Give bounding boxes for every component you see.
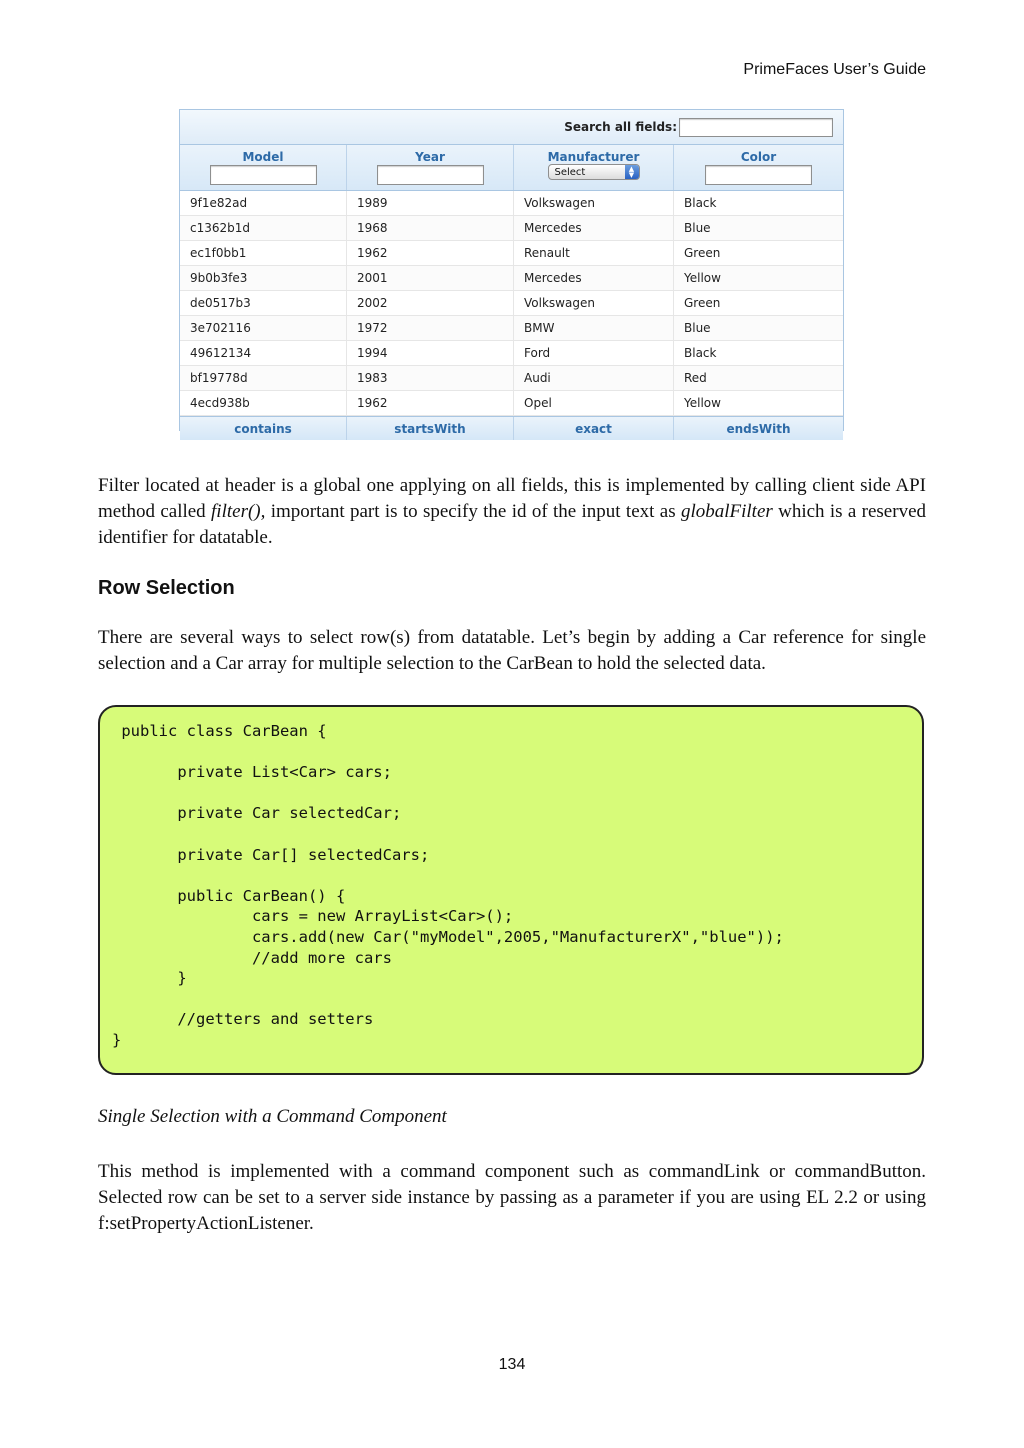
cell: Yellow xyxy=(684,396,721,410)
section-heading: Row Selection xyxy=(98,577,235,599)
code-block xyxy=(98,705,924,1075)
cell: c1362b1d xyxy=(180,216,347,240)
footer-endswith: endsWith xyxy=(726,421,791,436)
datatable-screenshot xyxy=(179,109,844,436)
cell: de0517b3 xyxy=(180,291,347,315)
text: which is a reserved identifier for datatable. xyxy=(98,501,927,548)
column-footers xyxy=(180,416,843,440)
manufacturer-filter-select[interactable] xyxy=(548,164,640,180)
cell: Mercedes xyxy=(514,266,674,290)
table-body xyxy=(180,191,843,416)
cell: Volkswagen xyxy=(514,291,674,315)
cell: Mercedes xyxy=(514,216,674,240)
column-header-model[interactable] xyxy=(180,145,347,190)
select-value: Select xyxy=(554,166,586,178)
cell: bf19778d xyxy=(180,366,347,390)
column-header-manufacturer[interactable] xyxy=(514,145,674,190)
cell: Ford xyxy=(514,341,674,365)
year-filter-input[interactable] xyxy=(377,165,484,185)
model-filter-input[interactable] xyxy=(210,165,317,185)
cell: Green xyxy=(684,246,721,260)
column-title: Model xyxy=(242,150,284,164)
cell: Volkswagen xyxy=(514,191,674,215)
cell: 9b0b3fe3 xyxy=(180,266,347,290)
table-row[interactable] xyxy=(180,241,843,266)
cell: Blue xyxy=(684,221,711,235)
table-row[interactable] xyxy=(180,191,843,216)
cell: 1972 xyxy=(347,316,514,340)
table-row[interactable] xyxy=(180,291,843,316)
table-row[interactable] xyxy=(180,341,843,366)
table-row[interactable] xyxy=(180,316,843,341)
column-title: Color xyxy=(740,150,777,164)
column-headers xyxy=(180,145,843,191)
cell: Green xyxy=(684,296,721,310)
footer-contains: contains xyxy=(180,417,347,440)
cell: Black xyxy=(684,196,717,210)
running-header: PrimeFaces User’s Guide xyxy=(743,61,926,78)
global-filter-label: Search all fields: xyxy=(564,120,677,134)
code-text: public class CarBean { private List<Car> cars; private Car selectedCar; private Car[] selectedCars; public CarBean() { cars = new ArrayList<Car>(); cars.add(new Car("myModel",2005,"ManufacturerX","blue")); //add more cars } //getters and setters } xyxy=(112,722,784,1049)
global-filter-bar xyxy=(180,110,843,145)
emphasis-filter: filter(), xyxy=(211,501,266,522)
cell: Opel xyxy=(514,391,674,415)
text: Filter located at header is a global one applying on all fields, this is implemented by calling client side API method called xyxy=(98,475,926,522)
cell: Renault xyxy=(514,241,674,265)
text: important part is to specify the id of the input text as xyxy=(265,501,681,522)
emphasis-globalfilter: globalFilter xyxy=(680,501,773,522)
column-header-year[interactable] xyxy=(347,145,514,190)
table-row[interactable] xyxy=(180,366,843,391)
column-header-color[interactable] xyxy=(674,145,843,190)
row-selection-paragraph: There are several ways to select row(s) from datatable. Let’s begin by adding a Car reference for single selection and a Car array for multiple selection to the CarBean to hold the selected data. xyxy=(98,627,926,674)
cell: 9f1e82ad xyxy=(180,191,347,215)
table-row[interactable] xyxy=(180,216,843,241)
table-row[interactable] xyxy=(180,391,843,416)
cell: 3e702116 xyxy=(180,316,347,340)
column-title: Manufacturer xyxy=(547,150,640,164)
cell: Red xyxy=(684,371,707,385)
cell: Yellow xyxy=(684,271,721,285)
cell: 2001 xyxy=(347,266,514,290)
page-number: 134 xyxy=(498,1356,526,1373)
column-title: Year xyxy=(415,150,445,164)
subheading: Single Selection with a Command Component xyxy=(98,1106,447,1127)
color-filter-input[interactable] xyxy=(705,165,812,185)
cell: 2002 xyxy=(347,291,514,315)
footer-exact: exact xyxy=(514,417,674,440)
cell: ec1f0bb1 xyxy=(180,241,347,265)
cell: 49612134 xyxy=(180,341,347,365)
cell: 1994 xyxy=(347,341,514,365)
cell: 1962 xyxy=(347,391,514,415)
cell: BMW xyxy=(514,316,674,340)
cell: 4ecd938b xyxy=(180,391,347,415)
cell: 1989 xyxy=(347,191,514,215)
command-component-paragraph: This method is implemented with a command component such as commandLink or commandButton. Selected row can be set to a server side instance by passing as a parameter if you are using EL 2.2 or using f:setPropertyActionListener. xyxy=(98,1161,926,1234)
cell: 1983 xyxy=(347,366,514,390)
cell: Blue xyxy=(684,321,711,335)
select-arrows-icon: ▲ ▼ xyxy=(625,165,639,179)
cell: 1962 xyxy=(347,241,514,265)
table-row[interactable] xyxy=(180,266,843,291)
footer-startswith: startsWith xyxy=(347,417,514,440)
filter-paragraph xyxy=(98,473,926,551)
global-filter-input[interactable] xyxy=(679,118,833,137)
cell: 1968 xyxy=(347,216,514,240)
cell: Audi xyxy=(514,366,674,390)
cell: Black xyxy=(684,346,717,360)
